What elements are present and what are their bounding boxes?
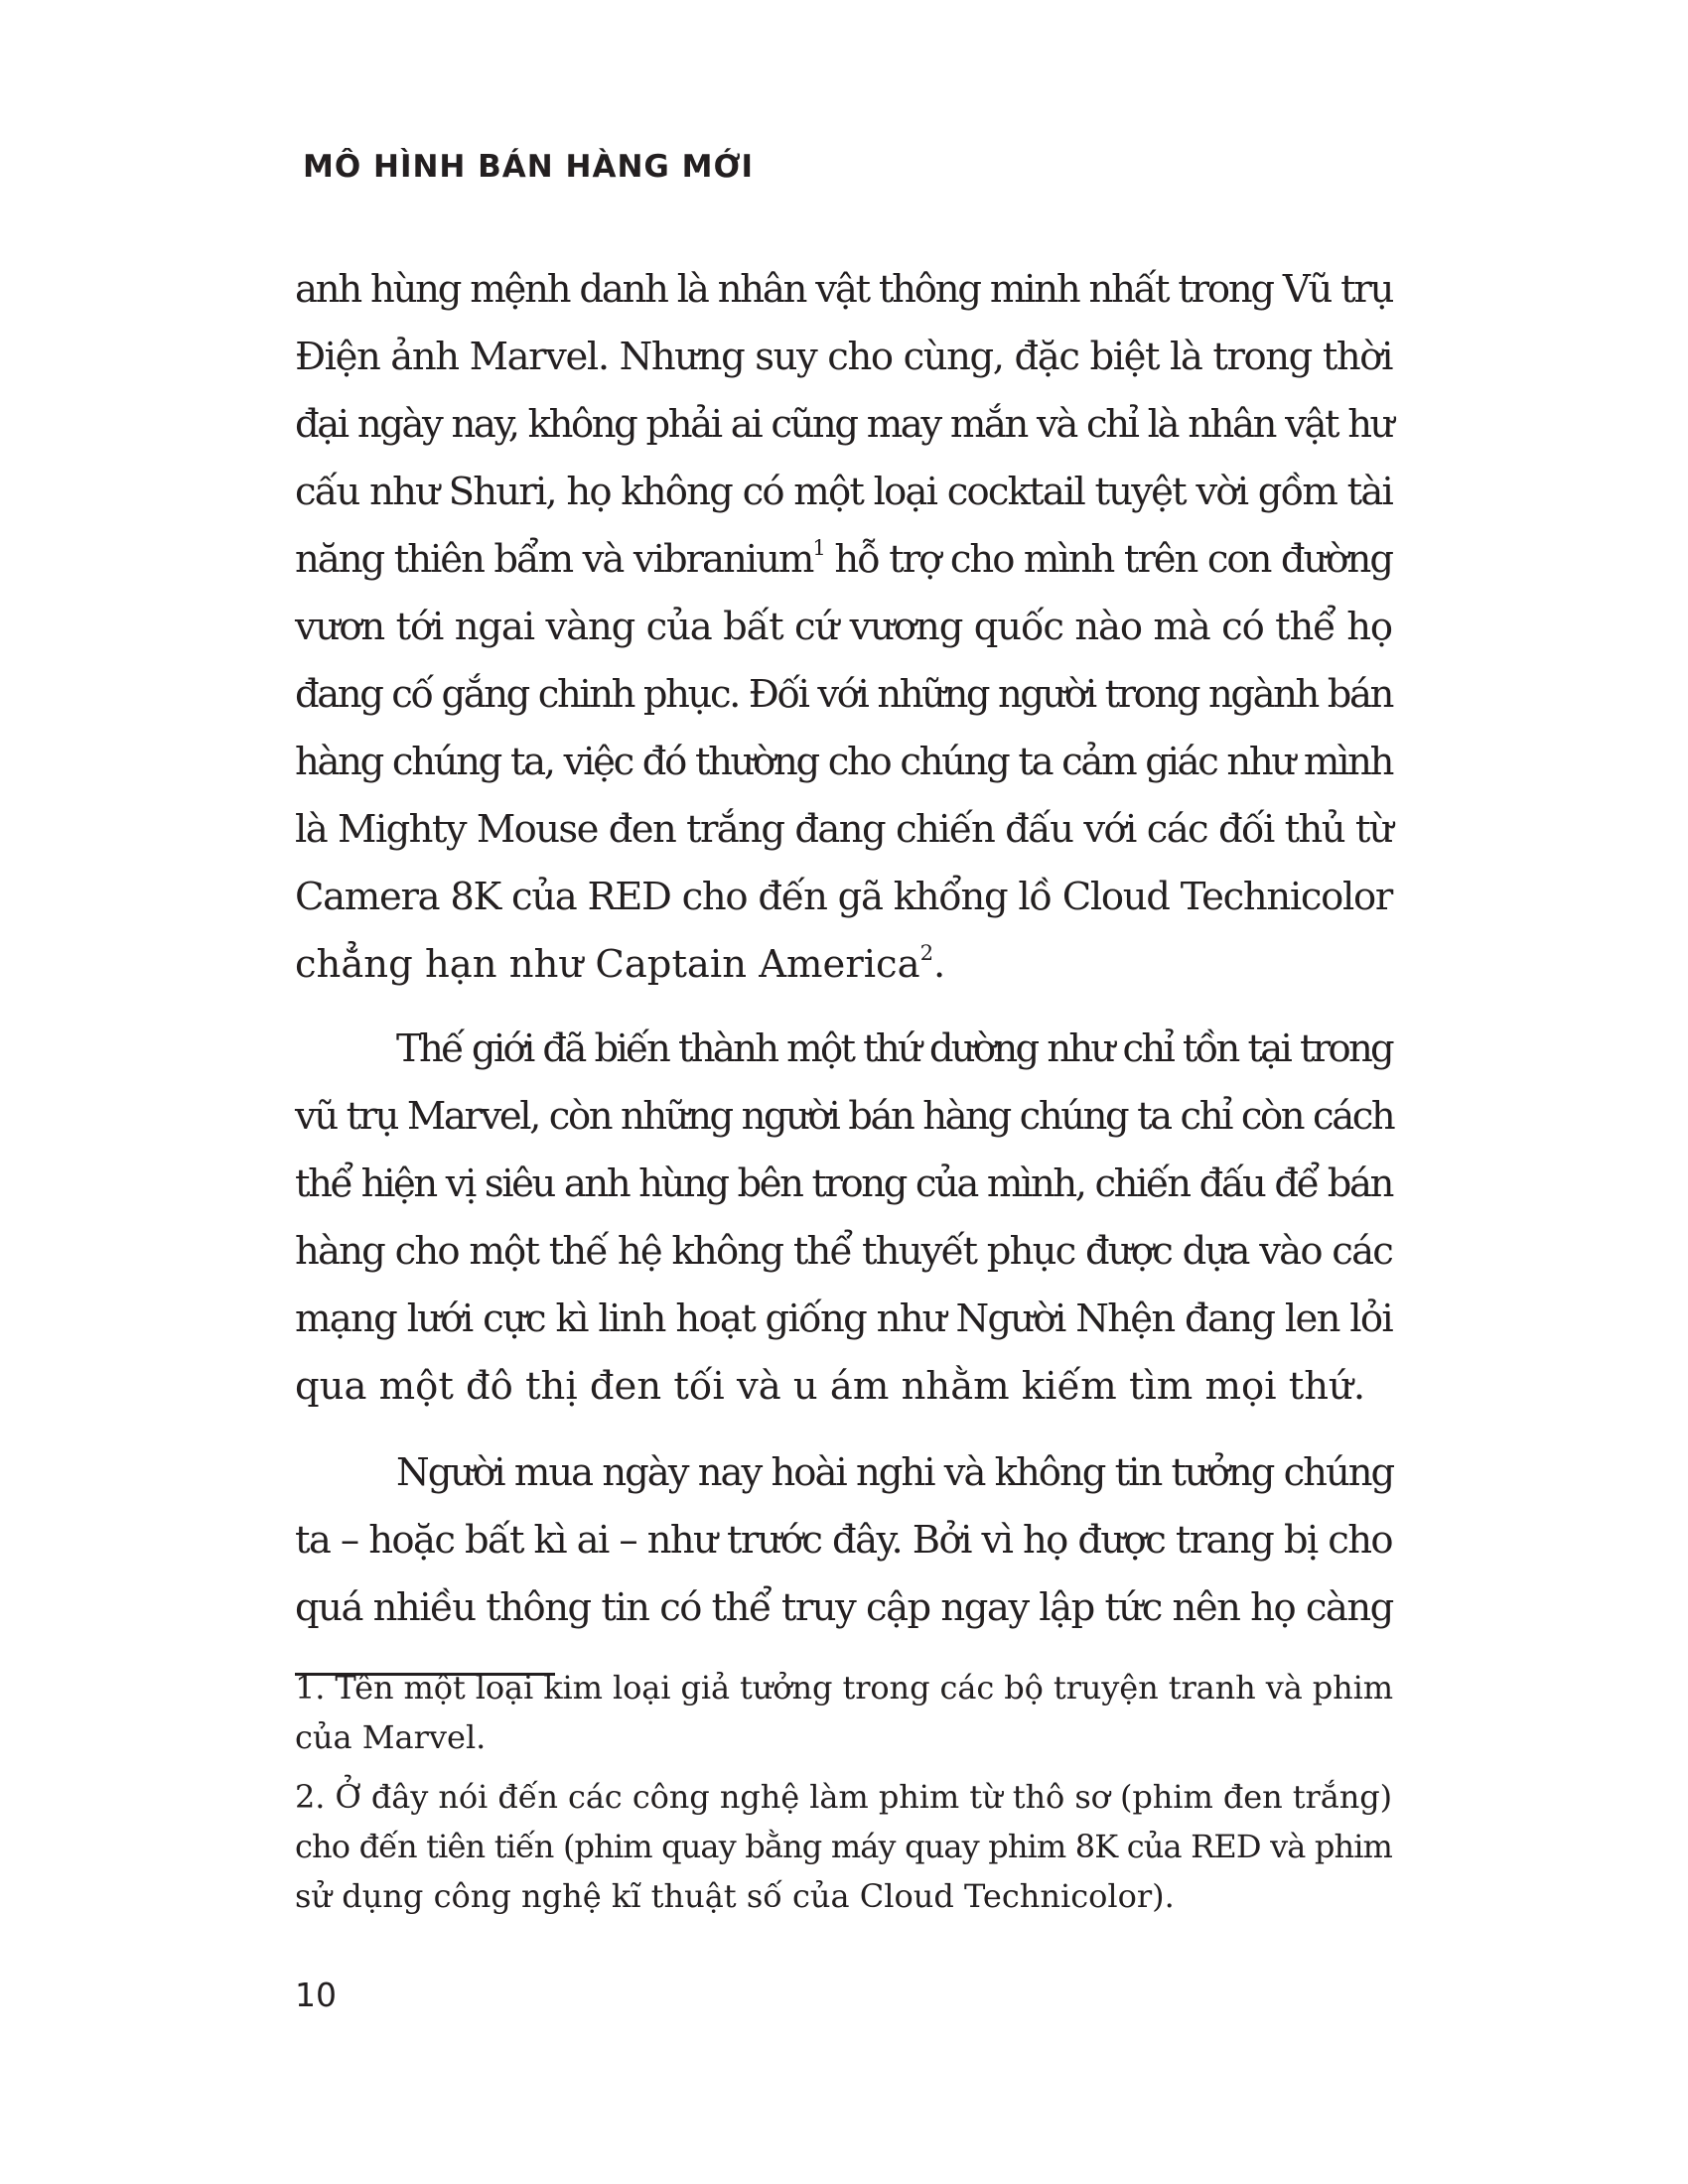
footnote-line: 2. Ở đây nói đến các công nghệ làm phim từ thô sơ (phim đen trắng)	[295, 1778, 1392, 1816]
text-line: là Mighty Mouse đen trắng đang chiến đấu với các đối thủ từ	[295, 807, 1392, 852]
text-line: qua một đô thị đen tối và u ám nhằm kiếm tìm mọi thứ.	[295, 1364, 1366, 1409]
footnote-line: cho đến tiên tiến (phim quay bằng máy quay phim 8K của RED và phim	[295, 1828, 1392, 1865]
footnote-ref: 2	[919, 940, 934, 965]
text-segment: năng thiên bẩm và vibranium	[295, 537, 813, 582]
text-segment: chẳng hạn như Captain America	[295, 942, 920, 987]
text-line: đại ngày nay, không phải ai cũng may mắn và chỉ là nhân vật hư	[295, 402, 1392, 447]
text-line: anh hùng mệnh danh là nhân vật thông minh nhất trong Vũ trụ	[295, 267, 1393, 312]
page-number: 10	[295, 1976, 337, 2014]
text-line: vươn tới ngai vàng của bất cứ vương quốc nào mà có thể họ	[295, 605, 1392, 649]
text-line: cấu như Shuri, họ không có một loại cocktail tuyệt vời gồm tài	[295, 470, 1392, 514]
text-line: mạng lưới cực kì linh hoạt giống như Người Nhện đang len lỏi	[295, 1297, 1392, 1341]
text-line	[295, 941, 1392, 989]
text-line: ta – hoặc bất kì ai – như trước đây. Bởi vì họ được trang bị cho	[295, 1518, 1392, 1563]
footnote-line: sử dụng công nghệ kĩ thuật số của Cloud Technicolor).	[295, 1877, 1175, 1915]
text-line: vũ trụ Marvel, còn những người bán hàng chúng ta chỉ còn cách	[295, 1094, 1394, 1139]
text-line: quá nhiều thông tin có thể truy cập ngay lập tức nên họ càng	[295, 1585, 1393, 1630]
footnote-line: của Marvel.	[295, 1718, 487, 1756]
text-line: Người mua ngày nay hoài nghi và không tin tưởng chúng	[396, 1450, 1394, 1495]
running-header: MÔ HÌNH BÁN HÀNG MỚI	[303, 149, 755, 185]
text-line: thể hiện vị siêu anh hùng bên trong của mình, chiến đấu để bán	[295, 1161, 1392, 1206]
text-line: đang cố gắng chinh phục. Đối với những người trong ngành bán	[295, 672, 1392, 717]
text-line	[295, 536, 1392, 584]
footnote-line: 1. Tên một loại kim loại giả tưởng trong các bộ truyện tranh và phim	[295, 1669, 1394, 1706]
text-line: hàng chúng ta, việc đó thường cho chúng ta cảm giác như mình	[295, 740, 1393, 784]
text-line: hàng cho một thế hệ không thể thuyết phục được dựa vào các	[295, 1229, 1392, 1274]
text-line: Điện ảnh Marvel. Nhưng suy cho cùng, đặc biệt là trong thời	[295, 335, 1392, 379]
text-line: Camera 8K của RED cho đến gã khổng lồ Cloud Technicolor	[295, 875, 1392, 919]
text-segment: .	[933, 942, 946, 987]
footnote-ref: 1	[812, 535, 824, 560]
text-segment: hỗ trợ cho mình trên con đường	[834, 537, 1392, 582]
text-line: Thế giới đã biến thành một thứ dường như chỉ tồn tại trong	[396, 1026, 1392, 1071]
